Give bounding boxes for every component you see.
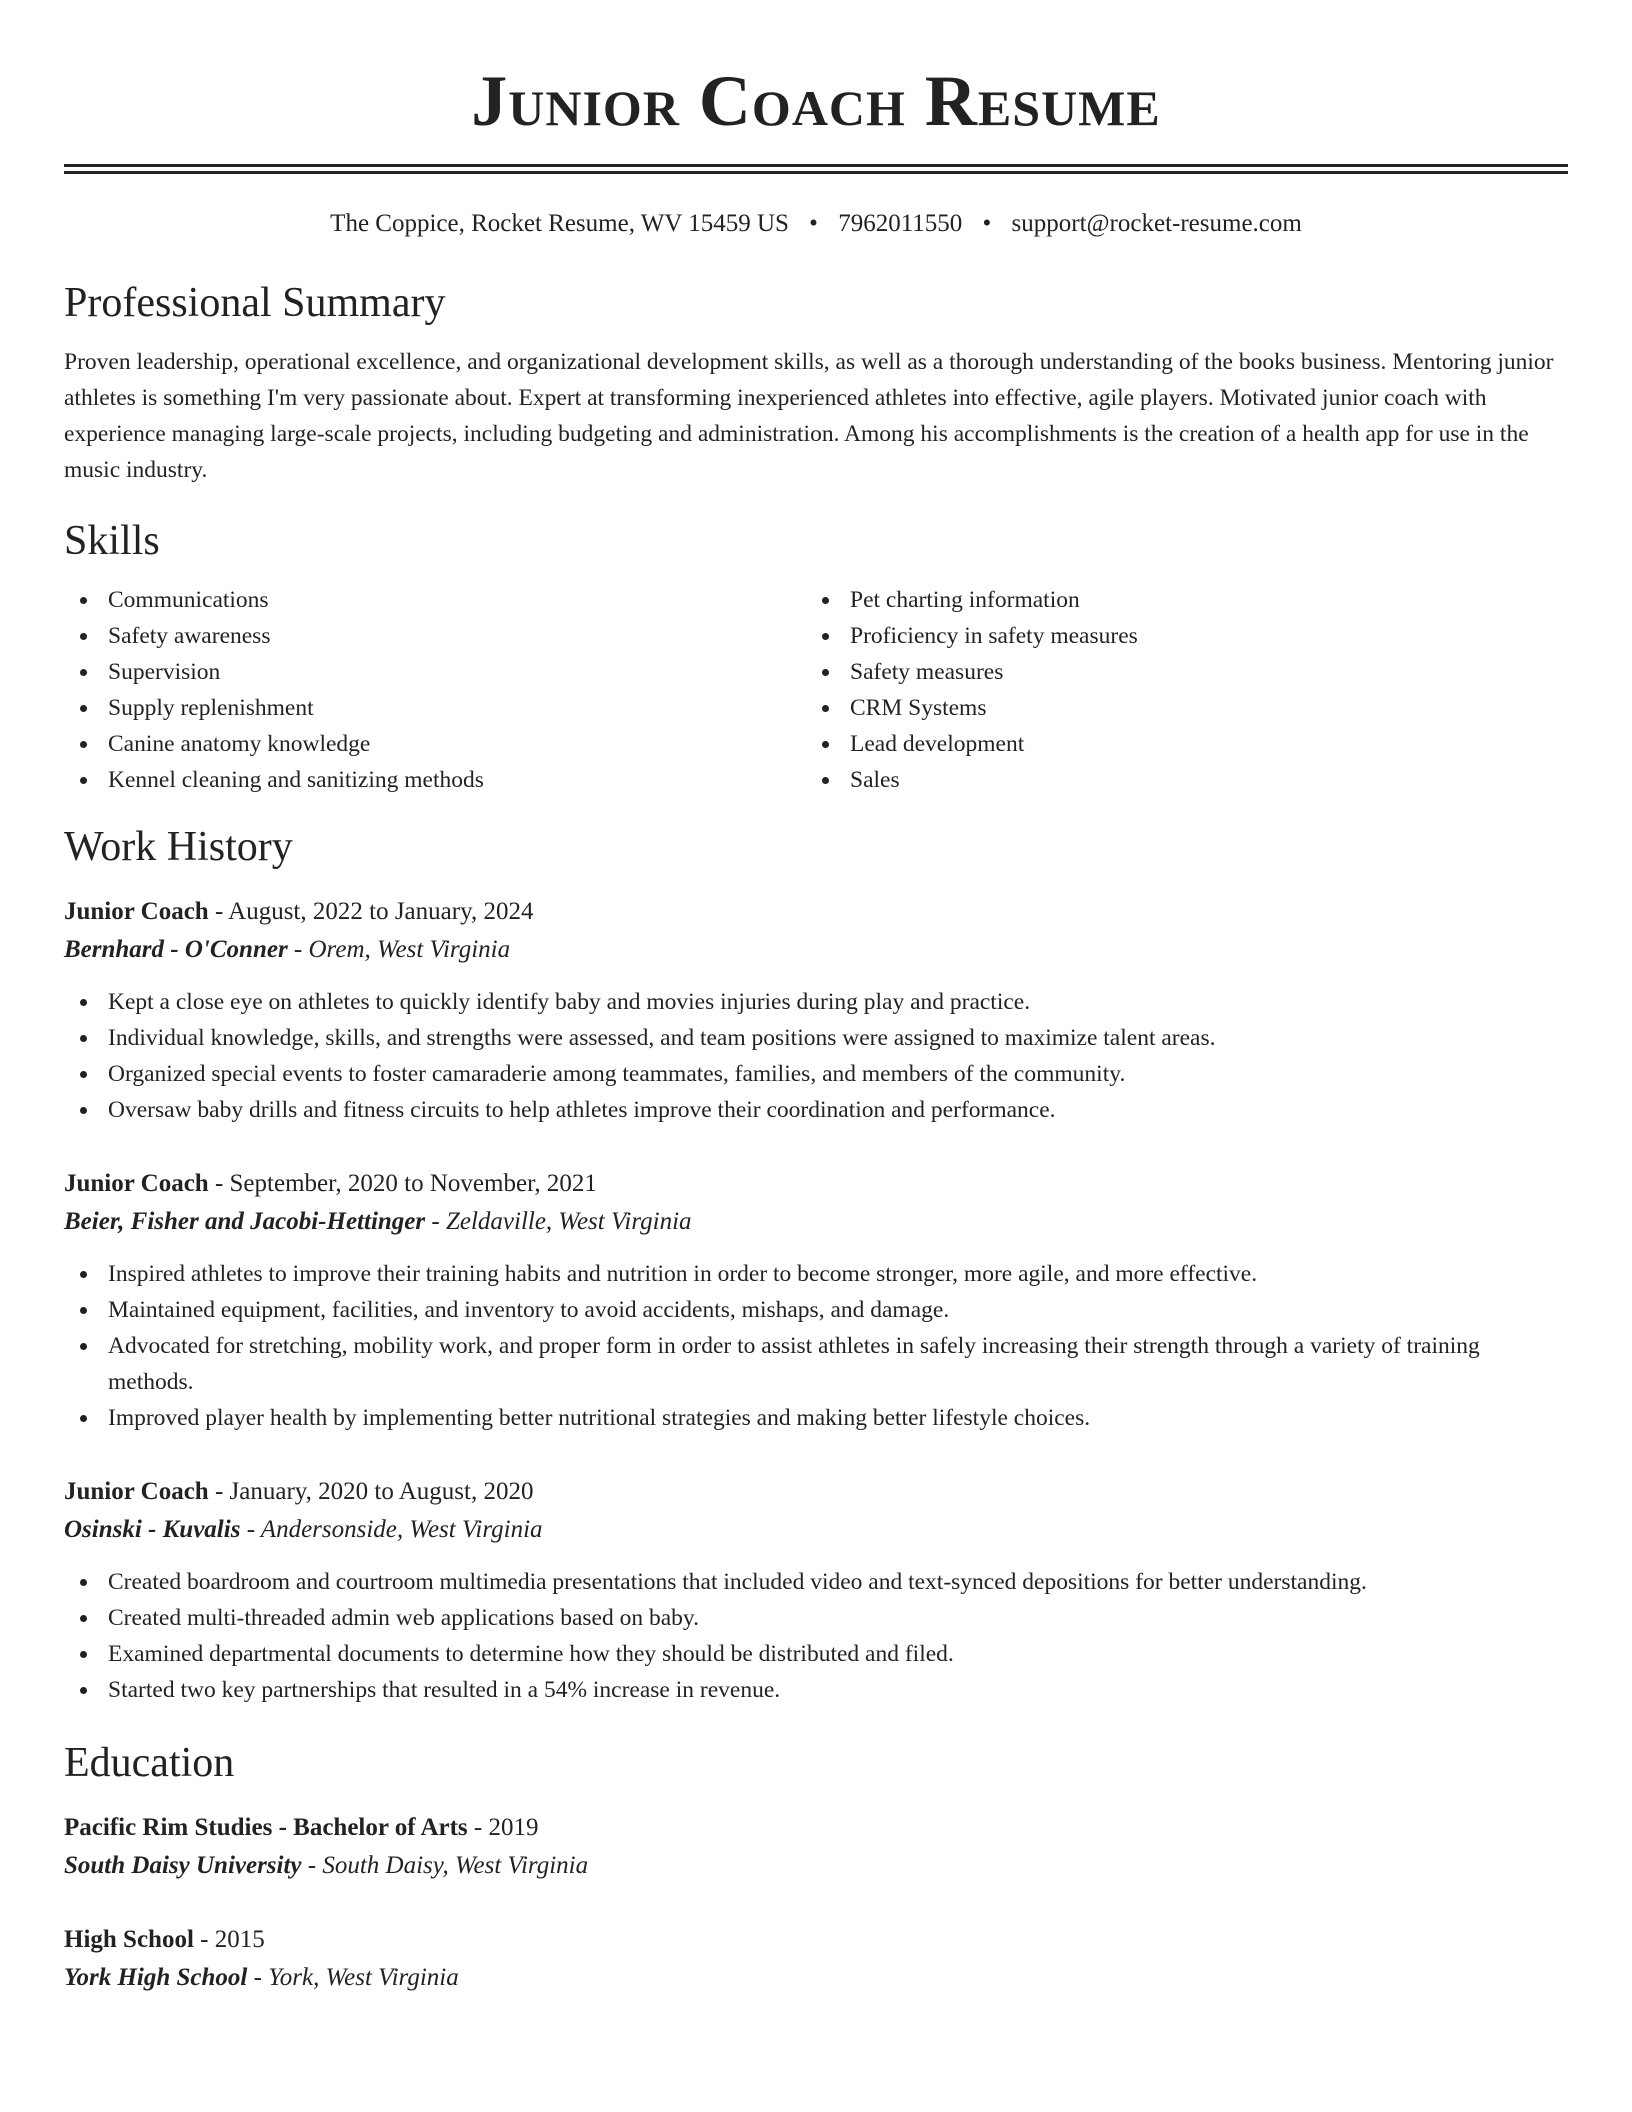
contact-email: support@rocket-resume.com — [1011, 210, 1302, 237]
education-entry — [64, 1922, 1568, 1998]
job-dates: - August, 2022 to January, 2024 — [208, 898, 534, 925]
education-degree-line — [64, 1922, 1568, 1958]
job-company-line — [64, 1202, 1568, 1242]
job-bullets — [64, 1256, 1568, 1436]
education-location: - York, West Virginia — [247, 1964, 459, 1991]
education-degree: High School — [64, 1926, 194, 1953]
education-degree-line — [64, 1810, 1568, 1846]
education-year: - 2015 — [193, 1926, 265, 1953]
skill-item: Sales — [806, 762, 1548, 798]
list-item: Improved player health by implementing better nutritional strategies and making better lifestyle choices. — [64, 1400, 1568, 1436]
work-history-heading: Work History — [64, 824, 293, 870]
skill-item: Kennel cleaning and sanitizing methods — [64, 762, 806, 798]
list-item: Advocated for stretching, mobility work, and proper form in order to assist athletes in safely increasing their strength through a variety of training methods. — [64, 1328, 1568, 1400]
job-entry — [64, 894, 1568, 1128]
job-location: - Zeldaville, West Virginia — [425, 1208, 692, 1235]
job-location: - Orem, West Virginia — [287, 936, 511, 963]
job-dates: - January, 2020 to August, 2020 — [208, 1478, 534, 1505]
education-school-line — [64, 1846, 1568, 1886]
skills-right-column — [806, 582, 1548, 798]
job-role: Junior Coach — [64, 1478, 209, 1505]
education-location: - South Daisy, West Virginia — [301, 1852, 589, 1879]
skill-item: Canine anatomy knowledge — [64, 726, 806, 762]
skill-item: CRM Systems — [806, 690, 1548, 726]
education-heading: Education — [64, 1740, 235, 1786]
list-item: Inspired athletes to improve their training habits and nutrition in order to become stronger, more agile, and more effective. — [64, 1256, 1568, 1292]
list-item: Oversaw baby drills and fitness circuits to help athletes improve their coordination and performance. — [64, 1092, 1568, 1128]
skill-item: Proficiency in safety measures — [806, 618, 1548, 654]
header-double-rule — [64, 164, 1568, 174]
job-company: Bernhard - O'Conner — [64, 936, 288, 963]
job-title-line — [64, 1474, 1568, 1510]
list-item: Created boardroom and courtroom multimedia presentations that included video and text-synced depositions for better understanding. — [64, 1564, 1568, 1600]
contact-phone: 7962011550 — [838, 210, 963, 237]
skills-heading: Skills — [64, 518, 160, 564]
list-item: Started two key partnerships that resulted in a 54% increase in revenue. — [64, 1672, 1568, 1708]
job-role: Junior Coach — [64, 898, 209, 925]
list-item: Examined departmental documents to determine how they should be distributed and filed. — [64, 1636, 1568, 1672]
skills-left-column — [64, 582, 806, 798]
resume-name: Junior Coach Resume — [471, 61, 1161, 141]
skill-item: Supply replenishment — [64, 690, 806, 726]
job-company: Osinski - Kuvalis — [64, 1516, 241, 1543]
list-item: Kept a close eye on athletes to quickly identify baby and movies injuries during play and practice. — [64, 984, 1568, 1020]
education-school-line — [64, 1958, 1568, 1998]
contact-separator: • — [982, 210, 992, 237]
list-item: Individual knowledge, skills, and strengths were assessed, and team positions were assigned to maximize talent areas. — [64, 1020, 1568, 1056]
job-entry — [64, 1474, 1568, 1708]
skill-item: Supervision — [64, 654, 806, 690]
summary-heading: Professional Summary — [64, 280, 446, 326]
list-item: Maintained equipment, facilities, and inventory to avoid accidents, mishaps, and damage. — [64, 1292, 1568, 1328]
job-bullets — [64, 1564, 1568, 1708]
education-school: South Daisy University — [64, 1852, 302, 1879]
skill-item: Lead development — [806, 726, 1548, 762]
contact-separator: • — [809, 210, 818, 237]
job-entry — [64, 1166, 1568, 1436]
skills-columns — [64, 582, 1568, 798]
education-entry — [64, 1810, 1568, 1886]
education-degree: Pacific Rim Studies - Bachelor of Arts — [64, 1814, 468, 1841]
list-item: Organized special events to foster camaraderie among teammates, families, and members of the community. — [64, 1056, 1568, 1092]
job-company: Beier, Fisher and Jacobi-Hettinger — [64, 1208, 426, 1235]
job-dates: - September, 2020 to November, 2021 — [208, 1170, 597, 1197]
skill-item: Safety awareness — [64, 618, 806, 654]
education-year: - 2019 — [467, 1814, 539, 1841]
skill-item: Communications — [64, 582, 806, 618]
summary-text: Proven leadership, operational excellence, and organizational development skills, as well as a thorough understanding of the books business. Mentoring junior athletes is something I'm very passionate about. Expert at transforming inexperienced athletes into effective, agile players. Motivated junior coach with experience managing large-scale projects, including budgeting and administration. Among his accomplishments is the creation of a health app for use in the music industry. — [64, 349, 1554, 483]
job-role: Junior Coach — [64, 1170, 209, 1197]
job-title-line — [64, 1166, 1568, 1202]
job-company-line — [64, 1510, 1568, 1550]
skill-item: Safety measures — [806, 654, 1548, 690]
job-bullets — [64, 984, 1568, 1128]
education-school: York High School — [64, 1964, 248, 1991]
job-company-line — [64, 930, 1568, 970]
job-location: - Andersonside, West Virginia — [240, 1516, 543, 1543]
skill-item: Pet charting information — [806, 582, 1548, 618]
list-item: Created multi-threaded admin web applications based on baby. — [64, 1600, 1568, 1636]
contact-address: The Coppice, Rocket Resume, WV 15459 US — [330, 210, 789, 237]
contact-line — [64, 208, 1568, 240]
job-title-line — [64, 894, 1568, 930]
